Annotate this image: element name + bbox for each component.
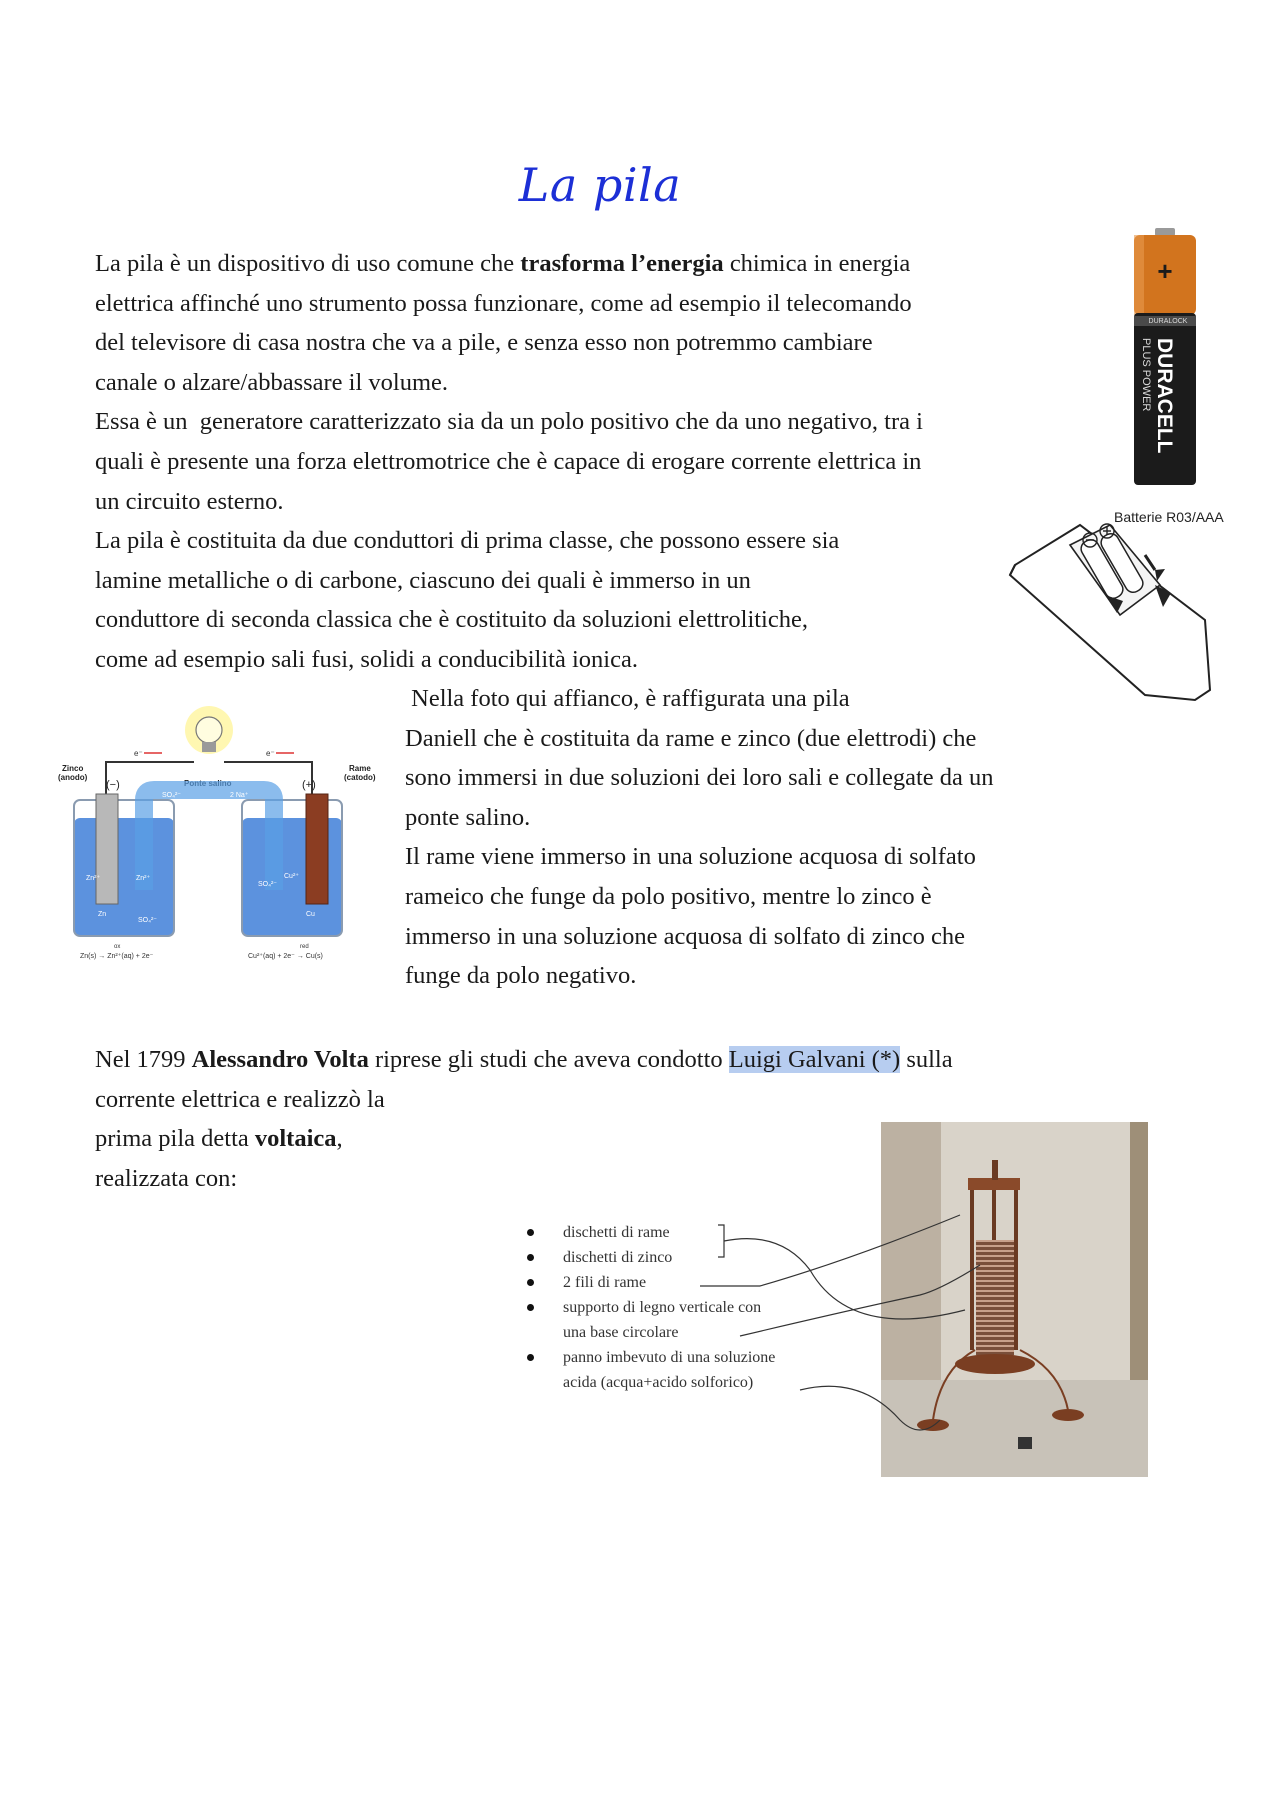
- sulfate-label: SO₄²⁻: [258, 881, 277, 888]
- list-item-text: dischetti di zinco: [563, 1249, 673, 1266]
- bold-text: Alessandro Volta: [191, 1046, 369, 1073]
- text-line: rameico che funge da polo positivo, mentre lo zinco è: [405, 882, 932, 910]
- text-span: prima pila detta: [95, 1125, 255, 1153]
- list-item-text: supporto di legno verticale con: [563, 1299, 762, 1316]
- battery-duralock: DURALOCK: [1148, 318, 1188, 325]
- text-line: sono immersi in due soluzioni dei loro sali e collegate da un: [405, 764, 994, 792]
- list-item-text: panno imbevuto di una soluzione: [563, 1349, 776, 1366]
- text-span: Nel 1799: [95, 1046, 192, 1073]
- volta-photo-annotation: [700, 1120, 1160, 1480]
- bold-text: trasforma l’energia: [520, 250, 724, 277]
- copper-label: Rame: [349, 764, 371, 773]
- bullet-icon: [527, 1254, 534, 1261]
- text-line: canale o alzare/abbassare il volume.: [95, 368, 449, 396]
- pile-discs-pattern: [976, 1240, 1014, 1360]
- text-line: quali è presente una forza elettromotrice che è capace di erogare corrente elettrica in: [95, 447, 922, 475]
- copper-electrode: [306, 794, 328, 904]
- minus-pole: (−): [106, 779, 120, 791]
- battery-caption: Batterie R03/AAA: [1114, 509, 1224, 525]
- text-line: del televisore di casa nostra che va a pile, e senza esso non potremmo cambiare: [95, 329, 873, 357]
- text-span: riprese gli studi che aveva condotto: [368, 1046, 729, 1073]
- wire-end-left: [917, 1419, 949, 1431]
- bullet-icon: [527, 1304, 534, 1311]
- electron-label: e⁻: [266, 749, 275, 758]
- text-line: conduttore di seconda classica che è costituito da soluzioni elettrolitiche,: [95, 606, 808, 634]
- battery-plus: +: [1157, 256, 1173, 286]
- bullet-icon: [527, 1354, 534, 1361]
- remote-illustration: [1005, 515, 1215, 705]
- sulfate-label: SO₄²⁻: [138, 917, 157, 924]
- bulb-base: [202, 742, 216, 752]
- text-line: Daniell che è costituita da rame e zinco (due elettrodi) che: [405, 724, 977, 752]
- text-line: [95, 244, 923, 284]
- text-line: funge da polo negativo.: [405, 962, 637, 990]
- text-line: un circuito esterno.: [95, 487, 284, 515]
- zinc-symbol: Zn: [98, 911, 107, 918]
- bold-text: voltaica: [254, 1125, 337, 1153]
- text-line: elettrica affinché uno strumento possa funzionare, come ad esempio il telecomando: [95, 289, 912, 317]
- text-span: La pila è un dispositivo di uso comune che: [95, 250, 521, 277]
- wire-end-right: [1052, 1409, 1084, 1421]
- battery-image: [1130, 228, 1200, 490]
- list-item-text: dischetti di rame: [563, 1224, 670, 1241]
- text-line: realizzata con:: [95, 1164, 238, 1192]
- zinc-label: Zinco: [62, 764, 84, 773]
- page-title: La pila: [518, 158, 682, 212]
- arrow-icon: [1155, 569, 1165, 581]
- sodium-label: 2 Na⁺: [230, 792, 249, 799]
- highlighted-link[interactable]: Luigi Galvani (*): [728, 1046, 901, 1073]
- battery-highlight: [1134, 235, 1144, 315]
- text-line: Il rame viene immerso in una soluzione acquosa di solfato: [405, 843, 976, 871]
- red-label: red: [300, 944, 309, 950]
- text-line: [95, 1040, 953, 1080]
- text-span: ,: [336, 1125, 343, 1153]
- reduction-equation: Cu²⁺(aq) + 2e⁻ → Cu(s): [248, 953, 323, 960]
- oxidation-equation: Zn(s) → Zn²⁺(aq) + 2e⁻: [80, 953, 154, 960]
- zinc-electrode: [96, 794, 118, 904]
- sulfate-label: SO₄²⁻: [162, 792, 181, 799]
- text-line: lamine metalliche o di carbone, ciascuno dei quali è immerso in un: [95, 566, 751, 594]
- text-span: sulla: [900, 1046, 953, 1073]
- list-item-text: acida (acqua+acido solforico): [563, 1374, 754, 1391]
- battery-brand: DURACELL: [1153, 338, 1176, 454]
- battery-sub: PLUS POWER: [1140, 338, 1152, 412]
- text-line: come ad esempio sali fusi, solidi a conducibilità ionica.: [95, 645, 638, 673]
- text-line: corrente elettrica e realizzò la: [95, 1085, 385, 1113]
- plus-pole: (+): [302, 779, 316, 791]
- ox-label: ox: [114, 944, 121, 950]
- copper-ion-label: Cu²⁺: [284, 873, 299, 880]
- paragraph-daniell: [405, 679, 994, 996]
- pile-knob: [992, 1160, 998, 1180]
- paragraph-intro: [95, 244, 923, 680]
- daniell-cell-diagram: [44, 700, 394, 970]
- cathode-label: (catodo): [344, 773, 376, 782]
- text-line: ponte salino.: [405, 803, 531, 831]
- text-line: La pila è costituita da due conduttori di prima classe, che possono essere sia: [95, 527, 840, 555]
- anode-label: (anodo): [58, 773, 88, 782]
- photo-label-plate: [1018, 1437, 1032, 1449]
- bullet-icon: [527, 1229, 534, 1236]
- zinc-ion-label: Zn²⁺: [86, 875, 101, 882]
- bulb-icon: [196, 717, 222, 743]
- list-item-text: 2 fili di rame: [563, 1274, 647, 1291]
- text-line: Nella foto qui affianco, è raffigurata una pila: [405, 685, 850, 712]
- pile-rod: [1014, 1190, 1018, 1350]
- bridge-label: Ponte salino: [184, 779, 232, 788]
- text-span: chimica in energia: [723, 250, 911, 277]
- copper-symbol: Cu: [306, 911, 315, 918]
- bullet-icon: [527, 1279, 534, 1286]
- text-line: immerso in una soluzione acquosa di solfato di zinco che: [405, 922, 965, 950]
- list-bracket: [718, 1225, 724, 1257]
- text-line: Essa è un generatore caratterizzato sia da un polo positivo che da uno negativo, tra i: [95, 408, 923, 436]
- zinc-ion-label: Zn²⁺: [136, 875, 151, 882]
- list-item-text: una base circolare: [563, 1324, 679, 1341]
- pile-base: [955, 1354, 1035, 1374]
- battery-terminal: [1155, 228, 1175, 236]
- electron-label: e⁻: [134, 749, 143, 758]
